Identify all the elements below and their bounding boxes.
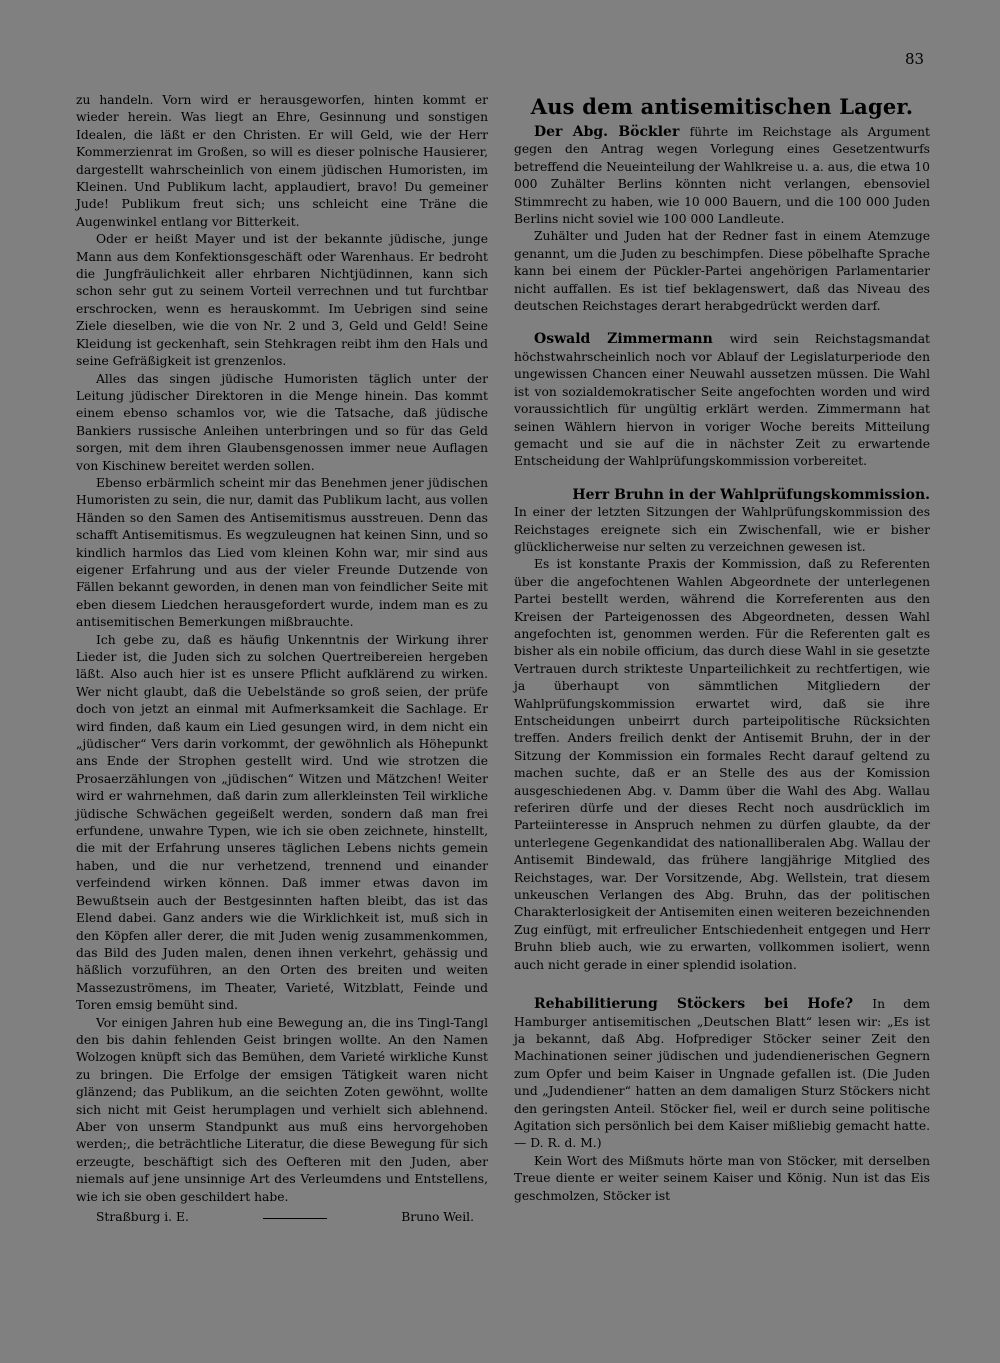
signature-place: Straßburg i. E. [96,1210,189,1224]
news-item-paragraph: In einer der letzten Sitzungen der Wahlprüfungskommission des Reichstages ereignete sich ein Zwischenfall, wie er bisher glücklicherweise nur selten zu verzeichnen gewesen ist. [514,505,930,554]
section-gap [514,315,930,331]
article-paragraph: Vor einigen Jahren hub eine Bewegung an, die ins Tingl-Tangl den bis dahin fehlenden Geist bringen wollte. An den Namen Wolzogen knüpft sich das Bemühen, dem Varieté wirkliche Kunst zu bringen. Die Erfolge der emsigen Tätigkeit waren nicht glänzend; das Publikum, an die seichten Zoten gewöhnt, wollte sich nicht mit Geist herumplagen und verhielt sich ablehnend. Aber von unserm Standpunkt aus muß eins hervorgehoben werden;, die beträchtliche Literatur, die diese Bewegung für sich erzeugte, beschäftigt sich des Oefteren mit den Juden, aber niemals auf jene unsinnige Art des Verleumdens und Entstellens, wie ich sie oben geschildert habe. [76,1015,488,1204]
article-paragraph: zu handeln. Vorn wird er herausgeworfen, hinten kommt er wieder herein. Was liegt an Ehre, Gesinnung und sonstigen Idealen, die läßt er den Christen. Er will Geld, wie der Herr Kommerzienrat im Großen, so will es dieser polnische Hausierer, dargestellt wahrscheinlich von einem jüdischen Humoristen, im Kleinen. Und Publikum lacht, applaudiert, bravo! Du gemeiner Jude! Publikum freut sich; uns schleicht eine Träne die Augenwinkel entlang vor Bitterkeit. [76,93,488,229]
left-column [76,92,488,1226]
news-item-lead: Oswald Zimmermann [534,331,730,348]
right-column [514,94,930,1205]
news-item-text: wird sein Reichstagsmandat höchstwahrscheinlich noch vor Ablauf der Legislaturperiode den ungewissen Chancen einer Neuwahl aussetzen müssen. Die Wahl ist von sozialdemokratischer Seite angefochten worden und wird voraussichtlich für ungültig erklärt werden. Zimmermann hat seinen Wählern hiervon in voriger Woche bereits Mitteilung gemacht und sie auf die in nächster Zeit zu erwartende Entscheidung der Wahlprüfungskommission vorbereitet. [514,332,930,469]
news-item-title [514,487,930,504]
news-item-text: In dem Hamburger antisemitischen „Deutschen Blatt“ lesen wir: „Es ist ja bekannt, daß Abg. Hofprediger Stöcker seiner Zeit den Machinationen seiner jüdischen und judendienerischen Gegnern zum Opfer und beim Kaiser in Ungnade gefallen ist. (Die Juden und „Judendiener“ hatten an dem damaligen Sturz Stöckers nicht den geringsten Anteil. Stöcker fiel, weil er durch seine politische Agitation sich persönlich bei dem Kaiser mißliebig gemacht hatte. — D. R. d. M.) [514,997,931,1151]
news-item [514,124,930,228]
news-item [514,331,930,470]
section-gap [514,471,930,487]
article-paragraph: Oder er heißt Mayer und ist der bekannte jüdische, junge Mann aus dem Konfektionsgeschäft oder Warenhaus. Er bedroht die Jungfräulichkeit aller ehrbaren Nichtjüdinnen, kann sich schon sehr gut zu seinem Vorteil verrechnen und tut furchtbar erschrocken, wenn es herauskommt. Im Uebrigen sind seine Ziele dieselben, wie die von Nr. 2 und 3, Geld und Geld! Seine Kleidung ist geckenhaft, sein Stehkragen reibt ihm den Hals und seine Gefräßigkeit ist grenzenlos. [76,232,488,369]
article-paragraph: Alles das singen jüdische Humoristen täglich unter der Leitung jüdischer Direktoren in die Menge hinein. Das kommt einem ebenso schamlos vor, wie die Tatsache, daß jüdische Bankiers russische Anleihen unterbringen und so für das Geld sorgen, mit dem ihren Glaubensgenossen immer neue Auflagen von Kischinew bereitet werden sollen. [76,371,488,473]
news-item-paragraph: Zuhälter und Juden hat der Redner fast in einem Atemzuge genannt, um die Juden zu beschimpfen. Diese pöbelhafte Sprache kann bei einem der Pückler-Partei angehörigen Parlamentarier nicht auffallen. Es ist tief beklagenswert, daß das Niveau des deutschen Reichstages derart herabgedrückt werden darf. [514,229,930,314]
signature-line [76,1209,488,1226]
news-item-paragraph: Kein Wort des Mißmuts hörte man von Stöcker, mit derselben Treue diente er weiter seinem Kaiser und König. Nun ist das Eis geschmolzen, Stöcker ist [514,1153,930,1203]
news-item-lead: Herr Bruhn in der Wahlprüfungskommission. [572,486,930,503]
article-paragraph: Ich gebe zu, daß es häufig Unkenntnis der Wirkung ihrer Lieder ist, die Juden sich zu solchen Quertreibereien hergeben läßt. Also auch hier ist es unsere Pflicht aufklärend zu wirken. Wer nicht glaubt, daß die Uebelstände so groß seien, der prüfe doch von jetzt an einmal mit Aufmerksamkeit die Sachlage. Er wird finden, daß kaum ein Lied gesungen wird, in dem nicht ein „jüdischer“ Vers darin vorkommt, der gewöhnlich als Höhepunkt ans Ende der Strophen gestellt wird. Und wie strotzen die Prosaerzählungen von „jüdischen“ Witzen und Mätzchen! Weiter wird er wahrnehmen, daß darin zum allerkleinsten Teil wirkliche jüdische Schwächen gegeißelt werden, sondern daß man frei erfundene, unwahre Typen, wie ich sie oben zeichnete, hinstellt, die mit der Erfahrung unseres täglichen Lebens nichts gemein haben, und die nur verhetzend, trennend und einander verfeindend wirken können. Daß immer etwas davon im Bewußtsein auch der Bestgesinnten haften bleibt, das ist das Elend dabei. Ganz anders wie die Wirklichkeit ist, muß sich in den Köpfen aller derer, die mit Juden wenig zusammenkommen, das Bild des Juden malen, denen ihnen verkehrt, gehässig und häßlich vorzuführen, an den Orten des breiten und weiten Massezuströmens, im Theater, Varieté, Witzblatt, Feinde und Toren emsig bemüht sind. [76,632,488,1013]
news-item-text: führte im Reichstage als Argument gegen den Antrag wegen Vorlegung eines Gesetzentwurfs betreffend die Neueinteilung der Wahlkreise u. a. aus, die etwa 10 000 Zuhälter Berlins könnten nicht verlangen, ebensoviel Stimmrecht zu haben, wie 10 000 Bauern, und die 100 000 Juden Berlins nicht soviel wie 100 000 Landleute. [514,125,930,227]
news-item-lead: Rehabilitierung Stöckers bei Hofe? [534,996,873,1013]
section-gap [514,974,930,996]
section-heading: Aus dem antisemitischen Lager. [530,94,914,119]
page-number: 83 [905,50,925,68]
news-item [514,996,930,1153]
article-paragraph: Ebenso erbärmlich scheint mir das Benehmen jener jüdischen Humoristen zu sein, die nur, damit das Publikum lacht, aus vollen Händen so den Samen des Antisemitismus ausstreuen. Denn das schafft Antisemitismus. Es wegzuleugnen hat keinen Sinn, und so kindlich harmlos das Lied vom kleinen Kohn war, mir sind aus eigener Erfahrung und aus der vieler Freunde Dutzende von Fällen bekannt geworden, in denen man von feindlicher Seite mit eben diesem Liedchen herausgefordert wurde, indem man es zu antisemitischen Bemerkungen mißbrauchte. [76,475,488,630]
news-item-lead: Der Abg. Böckler [534,124,690,140]
end-rule [263,1218,327,1226]
signature-author: Bruno Weil. [401,1210,474,1224]
news-item-paragraph: Es ist konstante Praxis der Kommission, daß zu Referenten über die angefochtenen Wahlen Abgeordnete der unterlegenen Partei bestellt werden, während die Korreferenten aus den Kreisen der Parteigenossen des Abgeordneten, dessen Wahl angefochten ist, genommen werden. Für die Referenten galt es bisher als ein nobile officium, das durch diese Wahl in sie gesetzte Vertrauen durch strikteste Unparteilichkeit zu rechtfertigen, wie ja überhaupt von sämmtlichen Mitgliedern der Wahlprüfungskommission erwartet wird, daß sie ihre Entscheidungen unbeirrt durch parteipolitische Rücksichten treffen. Anders freilich denkt der Antisemit Bruhn, der in der Sitzung der Kommission ein formales Recht darauf geltend zu machen suchte, daß er an Stelle des aus der Komission ausgeschiedenen Abg. v. Damm über die Wahl des Abg. Wallau referiren dürfe und der dieses Recht noch ausdrücklich im Parteiinteresse in Anspruch nehmen zu dürfen glaubte, da der unterlegene Gegenkandidat des nationalliberalen Abg. Wallau der Antisemit Bindewald, das frühere langjährige Mitglied des Reichstages, war. Der Vorsitzende, Abg. Wellstein, trat diesem unkeuschen Verlangen des Abg. Bruhn, das der politischen Charakterlosigkeit der Antisemiten einen weiteren bezeichnenden Zug einfügt, mit erfreulicher Entschiedenheit entgegen und Herr Bruhn blieb auch, wie zu erwarten, vollkommen isoliert, wenn auch nicht gerade in einer splendid isolation. [514,557,930,972]
